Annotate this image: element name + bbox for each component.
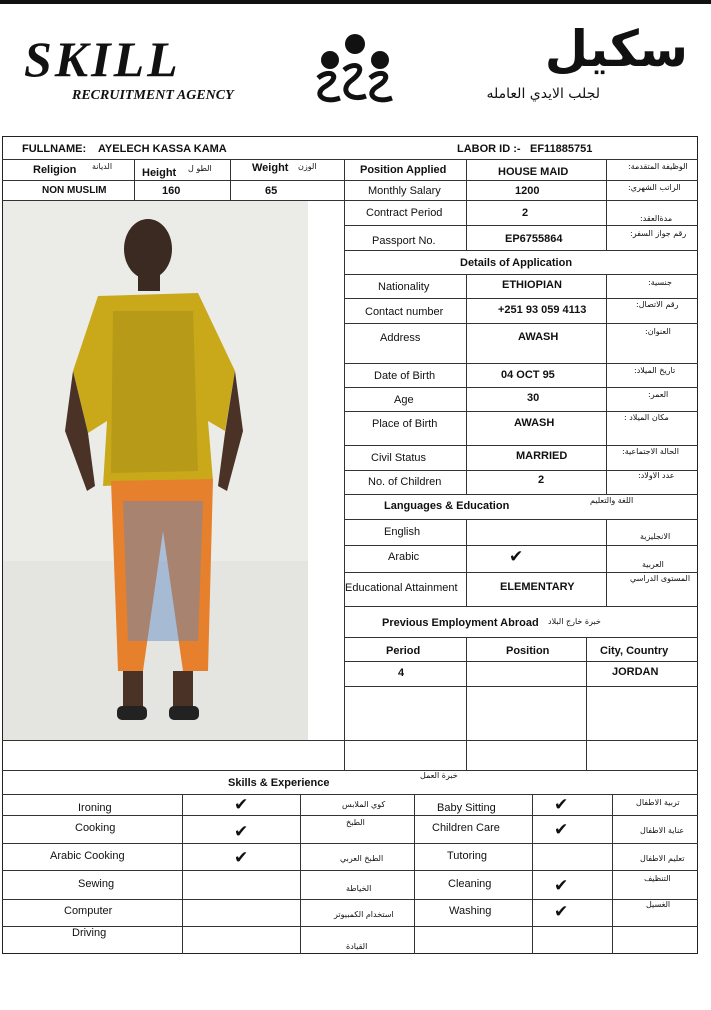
passport-label: Passport No.: [372, 235, 436, 247]
children-label: No. of Children: [368, 476, 442, 488]
grid-line: [344, 298, 698, 299]
grid-line: [2, 159, 698, 160]
civil-status-value: MARRIED: [516, 450, 568, 462]
dob-label: Date of Birth: [374, 370, 436, 382]
skill-children-care: Children Care: [432, 822, 500, 834]
skill-cleaning: Cleaning: [448, 878, 492, 890]
contract-label-arabic: مدةالعقد:: [640, 214, 673, 223]
grid-line: [344, 323, 698, 324]
position-value: HOUSE MAID: [498, 166, 569, 178]
grid-line: [344, 572, 698, 573]
grid-line: [2, 870, 698, 871]
grid-line: [344, 445, 698, 446]
logo-subtitle: RECRUITMENT AGENCY: [72, 88, 234, 103]
skill-ironing: Ironing: [78, 802, 112, 814]
grid-line: [2, 926, 698, 927]
skill-sewing-arabic: الخياطة: [346, 884, 372, 893]
skill-computer: Computer: [64, 905, 113, 917]
grid-line: [344, 606, 698, 607]
pob-label-arabic: مكان الميلاد :: [624, 413, 669, 422]
address-label: Address: [380, 332, 421, 344]
employment-col-period: Period: [386, 645, 421, 657]
labor-id-value: EF11885751: [530, 143, 593, 155]
skill-arabic-cooking-check-icon: ✔: [234, 848, 249, 868]
salary-label: Monthly Salary: [368, 185, 441, 197]
height-label-arabic: الطو ل: [188, 164, 212, 173]
grid-line: [466, 274, 467, 494]
grid-line: [344, 494, 698, 495]
skill-driving-arabic: القيادة: [346, 942, 368, 951]
languages-title-arabic: اللغة والتعليم: [590, 496, 634, 505]
grid-line: [532, 794, 533, 954]
grid-line: [2, 843, 698, 844]
employment-col-position: Position: [506, 645, 550, 657]
skill-tutoring-arabic: تعليم الاطفال: [640, 854, 685, 863]
grid-line: [182, 794, 183, 954]
age-value: 30: [527, 392, 540, 404]
arabic-label-arabic: العربية: [642, 560, 664, 569]
grid-line: [344, 661, 698, 662]
religion-label-arabic: الديانة: [92, 162, 113, 171]
logo-subtitle-arabic: لجلب الايدي العامله: [486, 86, 600, 102]
people-logo-icon: [300, 30, 410, 110]
passport-label-arabic: رقم جواز السفر:: [630, 229, 687, 238]
skills-title-arabic: خبرة العمل: [420, 771, 458, 780]
skill-cooking-arabic: الطبخ: [346, 818, 365, 827]
contract-label: Contract Period: [366, 207, 443, 219]
employment-title: Previous Employment Abroad: [382, 617, 539, 629]
height-label: Height: [142, 167, 177, 179]
age-label-arabic: العمر:: [648, 390, 669, 399]
pob-value: AWASH: [514, 417, 555, 429]
religion-label: Religion: [33, 164, 77, 176]
contact-value: +251 93 059 4113: [498, 304, 587, 316]
grid-line: [344, 411, 698, 412]
children-value: 2: [538, 474, 545, 486]
dob-label-arabic: تاريخ الميلاد:: [634, 366, 676, 375]
grid-line: [2, 770, 698, 771]
arabic-label: Arabic: [388, 551, 420, 563]
grid-line: [230, 159, 231, 200]
grid-line: [612, 794, 613, 954]
skill-baby-sitting-arabic: تربية الاطفال: [636, 798, 680, 807]
skill-baby-sitting: Baby Sitting: [437, 802, 496, 814]
grid-line: [606, 274, 607, 494]
skill-driving: Driving: [72, 927, 107, 939]
weight-label-arabic: الوزن: [298, 162, 317, 171]
employment-city-value: JORDAN: [612, 666, 659, 678]
grid-line: [344, 363, 698, 364]
grid-line: [606, 519, 607, 606]
grid-line: [344, 225, 698, 226]
skill-baby-sitting-check-icon: ✔: [554, 795, 569, 815]
salary-label-arabic: الراتب الشهري:: [628, 183, 681, 192]
grid-line: [134, 159, 135, 200]
children-label-arabic: عدد الاولاد:: [638, 471, 675, 480]
skill-ironing-check-icon: ✔: [234, 795, 249, 815]
grid-line: [344, 686, 698, 687]
skill-computer-arabic: استخدام الكمبيوتر: [334, 910, 394, 919]
nationality-value: ETHIOPIAN: [502, 279, 562, 291]
nationality-label: Nationality: [378, 281, 430, 293]
person-silhouette-icon: [3, 201, 308, 740]
age-label: Age: [394, 394, 414, 406]
grid-line: [344, 387, 698, 388]
dob-value: 04 OCT 95: [501, 369, 555, 381]
nationality-label-arabic: جنسية:: [648, 278, 672, 287]
grid-line: [466, 519, 467, 606]
grid-line: [414, 794, 415, 954]
skill-washing-arabic: الغسيل: [646, 900, 671, 909]
grid-line: [344, 545, 698, 546]
address-value: AWASH: [518, 331, 559, 343]
english-label-arabic: الانجليزية: [640, 532, 671, 541]
skill-sewing: Sewing: [78, 878, 115, 890]
contact-label-arabic: رقم الاتصال:: [636, 300, 679, 309]
religion-value: NON MUSLIM: [42, 185, 107, 196]
employment-title-arabic: خبرة خارج البلاد: [548, 617, 601, 626]
education-label: Educational Attainment: [345, 582, 458, 594]
contact-label: Contact number: [365, 306, 444, 318]
grid-line: [344, 637, 698, 638]
skill-washing-check-icon: ✔: [554, 902, 569, 922]
grid-line: [2, 740, 698, 741]
grid-line: [300, 794, 301, 954]
details-title: Details of Application: [460, 257, 573, 269]
labor-id-label: LABOR ID :-: [457, 143, 521, 155]
logo-text-english: SKILL: [24, 31, 181, 87]
civil-status-label: Civil Status: [371, 452, 427, 464]
skill-cleaning-check-icon: ✔: [554, 876, 569, 896]
skill-cooking: Cooking: [75, 822, 116, 834]
english-label: English: [384, 526, 421, 538]
position-label-arabic: الوظيفة المتقدمة:: [628, 162, 688, 171]
position-label: Position Applied: [360, 164, 447, 176]
grid-line: [2, 180, 698, 181]
weight-label: Weight: [252, 162, 289, 174]
height-value: 160: [162, 185, 181, 197]
grid-line: [606, 159, 607, 250]
grid-line: [2, 899, 698, 900]
grid-line: [2, 815, 698, 816]
languages-title: Languages & Education: [384, 500, 510, 512]
skills-title: Skills & Experience: [228, 777, 330, 789]
grid-line: [466, 159, 467, 250]
skill-tutoring: Tutoring: [447, 850, 487, 862]
top-border: [0, 0, 711, 4]
employment-period-value: 4: [398, 667, 405, 679]
salary-value: 1200: [515, 185, 540, 197]
arabic-check-icon: ✔: [509, 547, 524, 567]
fullname-value: AYELECH KASSA KAMA: [98, 143, 227, 155]
grid-line: [344, 519, 698, 520]
pob-label: Place of Birth: [372, 418, 438, 430]
grid-line: [344, 250, 698, 251]
grid-line: [2, 794, 698, 795]
employment-col-city: City, Country: [600, 645, 669, 657]
grid-line: [344, 274, 698, 275]
skill-cleaning-arabic: التنظيف: [644, 874, 671, 883]
grid-line: [466, 637, 467, 770]
address-label-arabic: العنوان:: [645, 327, 671, 336]
weight-value: 65: [265, 185, 278, 197]
skill-children-care-check-icon: ✔: [554, 820, 569, 840]
logo-text-arabic: سكيل: [544, 20, 688, 78]
skill-cooking-check-icon: ✔: [234, 822, 249, 842]
education-value: ELEMENTARY: [500, 581, 575, 593]
fullname-label: FULLNAME:: [22, 143, 87, 155]
education-label-arabic: المستوى الدراسي: [630, 574, 691, 583]
skill-arabic-cooking-arabic: الطبخ العربي: [340, 854, 384, 863]
skill-arabic-cooking: Arabic Cooking: [50, 850, 125, 862]
passport-value: EP6755864: [505, 233, 563, 245]
civil-status-label-arabic: الحالة الاجتماعية:: [622, 447, 679, 456]
skill-washing: Washing: [449, 905, 492, 917]
candidate-photo: [3, 201, 308, 740]
contract-value: 2: [522, 207, 529, 219]
grid-line: [586, 637, 587, 770]
skill-children-care-arabic: عناية الاطفال: [640, 826, 685, 835]
skill-ironing-arabic: كوي الملابس: [342, 800, 386, 809]
